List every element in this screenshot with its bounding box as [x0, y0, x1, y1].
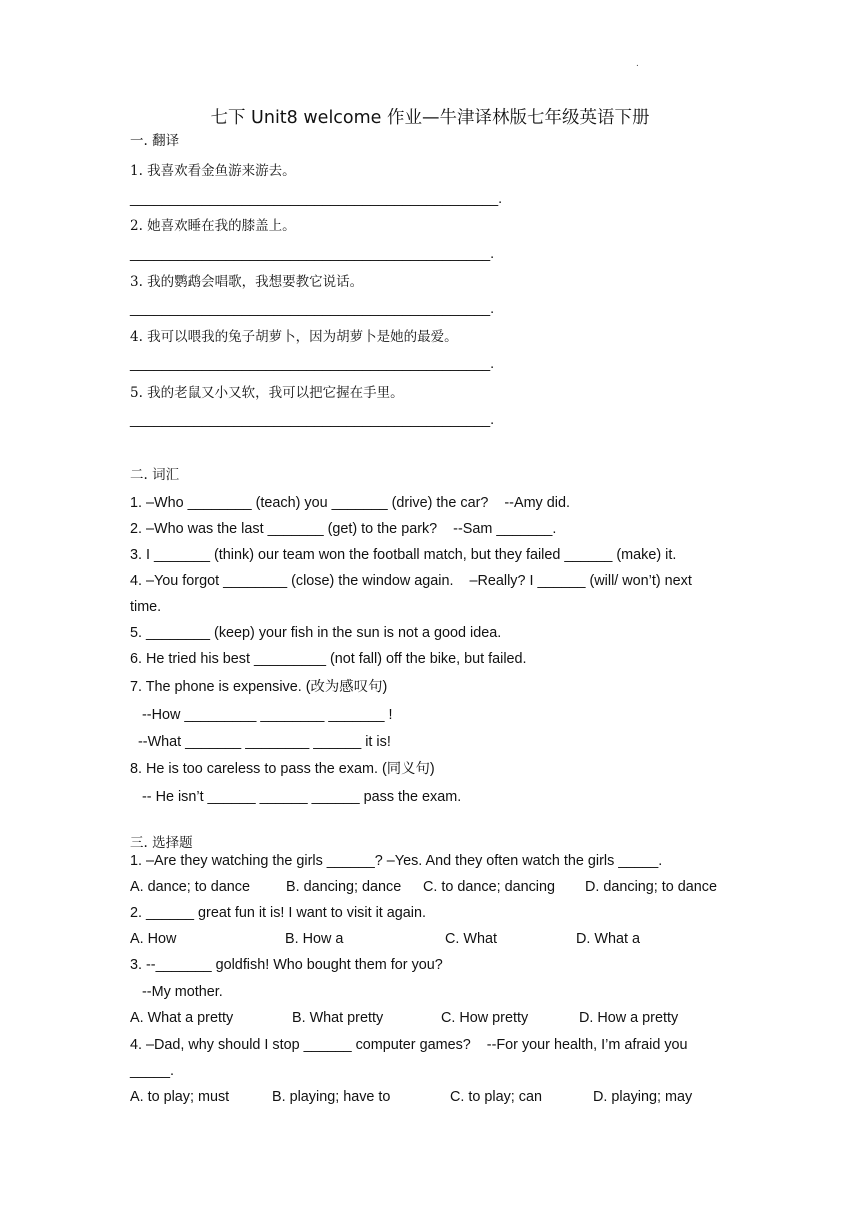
answer-line-4[interactable]: _____________________________________________. [130, 356, 495, 372]
vocab-line: 5. ________ (keep) your fish in the sun is not a good idea. [130, 625, 502, 641]
question-stem: 3. --_______ goldfish! Who bought them for you? [130, 957, 443, 973]
option-a[interactable]: A. What a pretty [130, 1010, 234, 1026]
answer-line-3[interactable]: _____________________________________________. [130, 301, 495, 317]
option-b[interactable]: B. How a [285, 931, 344, 947]
question-stem: 1. –Are they watching the girls ______? –Yes. And they often watch the girls _____. [130, 853, 663, 869]
question-stem: 4. –Dad, why should I stop ______ computer games? --For your health, I’m afraid you [130, 1037, 688, 1053]
vocab-line: --What _______ ________ ______ it is! [130, 734, 391, 750]
question-stem-line-2: --My mother. [130, 984, 223, 1000]
option-c[interactable]: C. How pretty [441, 1010, 529, 1026]
section-heading-translation: 一. 翻译 [130, 133, 180, 149]
page-title: 七下 Unit8 welcome 作业—牛津译林版七年级英语下册 [210, 108, 650, 128]
option-b[interactable]: B. playing; have to [272, 1089, 391, 1105]
option-a[interactable]: A. to play; must [130, 1089, 230, 1105]
translation-item-1: 1. 我喜欢看金鱼游来游去。 [130, 163, 296, 179]
question-stem: 2. ______ great fun it is! I want to visit it again. [130, 905, 426, 921]
section-heading-choice: 三. 选择题 [130, 835, 193, 851]
question-stem-line-2: _____. [130, 1063, 175, 1079]
option-d[interactable]: D. dancing; to dance [585, 879, 718, 895]
section-heading-vocabulary: 二. 词汇 [130, 467, 180, 483]
vocab-line: --How _________ ________ _______ ! [130, 707, 393, 723]
translation-item-5: 5. 我的老鼠又小又软，我可以把它握在手里。 [130, 385, 404, 401]
translation-item-4: 4. 我可以喂我的兔子胡萝卜，因为胡萝卜是她的最爱。 [130, 329, 458, 345]
option-c[interactable]: C. What [445, 931, 497, 947]
option-d[interactable]: D. playing; may [593, 1089, 693, 1105]
vocab-line: 3. I _______ (think) our team won the football match, but they failed ______ (make) it. [130, 547, 677, 563]
option-c[interactable]: C. to play; can [450, 1089, 542, 1105]
vocab-line: -- He isn’t ______ ______ ______ pass the exam. [130, 789, 462, 805]
option-c[interactable]: C. to dance; dancing [423, 879, 556, 895]
option-b[interactable]: B. dancing; dance [286, 879, 402, 895]
option-a[interactable]: A. How [130, 931, 177, 947]
translation-item-3: 3. 我的鹦鹉会唱歌，我想要教它说话。 [130, 274, 364, 290]
answer-line-1[interactable]: ______________________________________________. [130, 191, 503, 207]
translation-item-2: 2. 她喜欢睡在我的膝盖上。 [130, 218, 296, 234]
vocab-line: 1. –Who ________ (teach) you _______ (drive) the car? --Amy did. [130, 495, 570, 511]
vocab-line: 7. The phone is expensive. (改为感叹句) [130, 679, 388, 695]
option-d[interactable]: D. What a [576, 931, 640, 947]
vocab-line: 2. –Who was the last _______ (get) to the park? --Sam _______. [130, 521, 557, 537]
vocab-line: 4. –You forgot ________ (close) the window again. –Really? I ______ (will/ won’t) next [130, 573, 692, 589]
answer-line-2[interactable]: _____________________________________________. [130, 246, 495, 262]
page-mark: . [636, 58, 639, 69]
vocab-line: 6. He tried his best _________ (not fall) off the bike, but failed. [130, 651, 527, 667]
vocab-line: time. [130, 599, 162, 615]
option-b[interactable]: B. What pretty [292, 1010, 384, 1026]
answer-line-5[interactable]: _____________________________________________. [130, 412, 495, 428]
option-a[interactable]: A. dance; to dance [130, 879, 251, 895]
vocab-line: 8. He is too careless to pass the exam. (同义句) [130, 761, 435, 777]
option-d[interactable]: D. How a pretty [579, 1010, 679, 1026]
